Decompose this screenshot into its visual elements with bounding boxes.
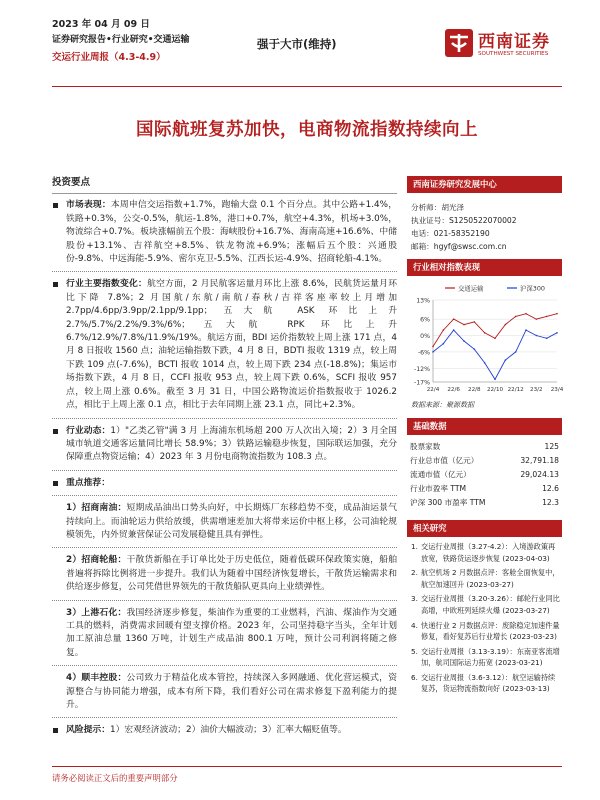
chart-source: 数据来源：聚源数据 <box>411 401 474 409</box>
basic-data <box>407 418 562 510</box>
recommend-item-2 <box>52 554 397 594</box>
basic-data-value: 32,791.18 <box>520 455 559 465</box>
related-item-number: 4. <box>411 620 418 630</box>
series-point <box>443 343 445 345</box>
x-tick-label: 22/6 <box>447 387 460 393</box>
risk-label: 风险提示： <box>66 725 110 736</box>
series-point <box>546 337 548 339</box>
series-point <box>515 316 517 318</box>
x-tick-label: 23/2 <box>530 387 543 393</box>
news-text: 1）"乙类乙管"满 3 月 上海浦东机场超 200 万人次出入境；2）3 月全国城市轨道交通客运量同比增长 58.9%；3）铁路运输稳步恢复，国际联运加强，充分保障重点物资运输；4）2023 年 3 月份电商物流指数为 108.3 点。 <box>66 425 397 463</box>
series-point <box>505 324 507 326</box>
related-item[interactable] <box>411 593 560 616</box>
paragraph-divider <box>52 665 397 666</box>
sidebar <box>407 176 562 698</box>
data-text: 航空方面，2 月民航客运量月环比上涨 8.6%，民航货运量月环比下降 7.8%；2 月国航/东航/南航/春秋/吉祥客座率较上月增加 2.7pp/4.6pp/3.9pp/2.1pp/9.1pp；五大航 ASK 环比上升 2.7%/5.7%/2.2%/9.3%/6%；五大航 RPK 环比上升 6.7%/12.9%/7.8%/11.9%/19%。航运方面，BDI 运价指数较上周上涨 171 点，4 月 8 日报收 1560 点；油轮运输指数下跌，4 月 8 日，BDTI 报收 1319 点，较上周下跌 109 点(-7.6%)，BCTI 报收 1014 点，较上周下跌 234 点(-18.8%)；集运市场指数下跌，4 月 8 日，CCFI 报收 953 点，较上周下跌 0.6%，SCFI 报收 957 点，较上周上涨 0.6%。截至 3 月 31 日，中国公路物流运价指数报收于 1026.2 点，相比于上周上涨 0.1 点，相比于去年同期上涨 23.1 点，同比+2.3%。 <box>66 279 397 411</box>
series-point <box>536 335 538 337</box>
series-point <box>484 332 486 334</box>
basic-data-key: 流通市值（亿元） <box>410 469 471 479</box>
x-tick-label: 22/12 <box>507 387 524 393</box>
related-item[interactable] <box>411 620 560 643</box>
bullet-square-icon <box>53 481 58 486</box>
logo-text-cn: 西南证券 <box>478 32 550 52</box>
market-label: 市场表现： <box>66 200 111 211</box>
y-tick-label: -17% <box>414 379 430 387</box>
investment-heading: 投资要点 <box>52 176 397 194</box>
recommend-label: 重点推荐： <box>66 477 110 488</box>
recommend-item-text: 短期成品油出口势头向好，中长期炼厂东移趋势不变，成品油运景气持续向上。而油轮运力供给放缓，供需增速差加大将带来运价中枢上移，公司油轮规模领先，内外贸兼营保证公司发展稳健且具有弹性。 <box>66 503 397 540</box>
x-tick-label: 22/10 <box>486 387 504 393</box>
legend-label: 沪深300 <box>520 284 545 293</box>
recommend-item-label: 4）顺丰控股： <box>66 673 127 684</box>
news-paragraph <box>52 425 397 465</box>
related-item-text: 交运行业周报（3.13-3.19）：东南亚客流增加，航司国际运力拓宽 (2023-03-21) <box>421 646 560 668</box>
x-tick-label: 22/8 <box>468 387 481 393</box>
analyst-name: 分析师：胡光泽 <box>411 203 465 212</box>
bullet-square-icon <box>53 203 58 208</box>
bullet-square-icon <box>53 429 58 434</box>
related-item-number: 3. <box>411 594 418 604</box>
report-date: 2023 年 04 月 09 日 <box>52 19 150 30</box>
paragraph-divider <box>52 271 397 272</box>
basic-data-row <box>407 453 562 467</box>
related-item-number: 1. <box>411 541 418 551</box>
series-point <box>443 329 445 331</box>
basic-data-row <box>407 482 562 496</box>
footer-divider <box>52 766 562 767</box>
recommend-item-label: 3）上港石化： <box>66 607 127 618</box>
report-type: 证券研究报告•行业研究•交通运输 <box>52 35 190 45</box>
x-tick-label: 23/4 <box>550 387 564 393</box>
related-item-text: 快递行业 2 月数据点评：废除稳定加速件量修复，看好复苏后行业增长 (2023-03-23) <box>421 620 560 642</box>
basic-data-key: 行业总市值（亿元） <box>410 455 479 465</box>
bullet-square-icon <box>53 728 58 733</box>
data-label: 行业主要指数变化： <box>66 279 148 290</box>
x-tick-label: 22/4 <box>426 387 440 393</box>
paragraph-divider <box>52 470 397 471</box>
related-item-text: 航空机场 2 月数据点评：客舱全面恢复中，航空加速回升 (2023-03-27) <box>421 568 560 589</box>
y-tick-label: 0% <box>420 333 430 341</box>
recommend-item-label: 1）招商南油： <box>66 503 127 514</box>
series-point <box>453 318 455 320</box>
related-item-text: 交运行业周报（3.20-3.26）：邮轮行业同比高增，中欧班列延续火爆 (2023-03-27) <box>421 594 560 615</box>
series-point <box>525 329 527 331</box>
report-title: 国际航班复苏加快，电商物流指数持续向上 <box>136 120 478 140</box>
risk-text: 1）宏观经济波动；2）油价大幅波动；3）汇率大幅贬值等。 <box>110 725 347 736</box>
basic-data-value: 12.3 <box>542 498 559 508</box>
related-item[interactable] <box>411 541 560 564</box>
line-chart <box>407 280 562 398</box>
related-heading: 相关研究 <box>407 520 562 537</box>
series-point <box>453 329 455 331</box>
risk-paragraph <box>52 724 397 737</box>
related-item[interactable] <box>411 567 560 590</box>
basic-data-value: 125 <box>544 441 559 451</box>
related-item-number: 2. <box>411 568 418 578</box>
company-logo <box>444 24 562 72</box>
series-point <box>484 362 486 364</box>
logo-text-en: SOUTHWEST SECURITIES <box>478 51 549 57</box>
basic-data-key: 股票家数 <box>410 441 441 451</box>
legend-label: 交通运输 <box>458 284 484 293</box>
paragraph-divider <box>52 600 397 601</box>
paragraph-divider <box>52 547 397 548</box>
recommend-item-label: 2）招商轮船： <box>66 555 127 566</box>
series-point <box>556 313 558 315</box>
recommend-item-text: 我国经济逐步修复，柴油作为重要的工业燃料，汽油、煤油作为交通工具的燃料，消费需求回暖有望支撑价格。2023 年，公司坚持稳字当头，全年计划加工原油总量 1360 万吨，计划生产成品油 800.1 万吨，预计公司利润将随之修复。 <box>66 607 397 658</box>
recommend-item-1 <box>52 502 397 542</box>
y-tick-label: -6% <box>417 349 430 357</box>
series-line-1 <box>433 314 557 347</box>
recommend-heading <box>52 477 397 490</box>
recommend-item-text: 公司致力于精益化成本管控，持续深入多网融通、优化营运模式，资源整合与协同能力增强，成本有所下降，我们看好公司在需求修复下盈利能力的提升。 <box>66 673 397 710</box>
basic-data-row <box>407 496 562 510</box>
investment-highlights <box>52 176 397 756</box>
paragraph-divider <box>52 418 397 419</box>
header-divider <box>52 86 562 87</box>
basic-data-row <box>407 467 562 481</box>
y-tick-label: 13% <box>416 297 430 305</box>
series-point <box>525 313 527 315</box>
series-point <box>494 378 496 380</box>
market-text: 本周申信交运指数+1.7%，跑输大盘 0.1 个百分点。其中公路+1.4%，铁路+0.3%，公交-0.5%，航运-1.8%，港口+0.7%，航空+4.3%，机场+3.0%，物流综合+0.7%。板块涨幅前五个股：海峡股份+16.7%、海南高速+16.6%、中储股份+13.1%、吉祥航空+8.5%、铁龙物流+6.9%；涨幅后五个股：兴通股份-9.8%、中远海能-5.9%、密尔克卫-5.5%、江西长运-4.9%、招商轮船-4.1%。 <box>66 200 397 265</box>
analyst-info <box>407 193 562 259</box>
related-item[interactable] <box>411 672 560 695</box>
paragraph-divider <box>52 717 397 718</box>
report-weekly: 交运行业周报（4.3-4.9） <box>52 52 166 63</box>
series-point <box>494 337 496 339</box>
series-point <box>463 340 465 342</box>
related-item-text: 交运行业周报（3.6-3.12）：航空运输持续复苏，货运物流指数向好 (2023-03-13) <box>421 672 556 694</box>
basic-data-value: 12.6 <box>542 484 559 494</box>
series-point <box>432 346 434 348</box>
series-point <box>515 351 517 353</box>
related-item-number: 6. <box>411 672 418 682</box>
related-research <box>407 520 562 695</box>
series-point <box>546 316 548 318</box>
series-point <box>536 318 538 320</box>
series-point <box>432 351 434 353</box>
news-label: 行业动态： <box>66 425 111 436</box>
basic-data-table <box>407 439 562 510</box>
y-tick-label: 6% <box>420 316 430 324</box>
series-point <box>474 321 476 323</box>
analyst-phone: 电话：021-58352190 <box>411 229 490 238</box>
data-paragraph <box>52 278 397 412</box>
related-item-text: 交运行业周报（3.27-4.2）：入境游政策再放宽，铁路货运逐步恢复 (2023-04-03) <box>421 541 556 563</box>
related-item-number: 5. <box>411 646 418 656</box>
analyst-email[interactable]: 邮箱：hgyf@swsc.com.cn <box>411 242 507 251</box>
analyst-heading: 西南证券研究发展中心 <box>407 176 562 193</box>
series-point <box>474 348 476 350</box>
related-item[interactable] <box>411 646 560 669</box>
series-point <box>505 359 507 361</box>
report-header <box>52 16 562 86</box>
y-tick-label: -12% <box>414 365 430 373</box>
chart-heading: 行业相对指数表现 <box>407 259 562 276</box>
market-paragraph <box>52 199 397 266</box>
basic-data-key: 沪深 300 市盈率 TTM <box>410 498 486 508</box>
footer-disclaimer: 请务必阅读正文后的重要声明部分 <box>52 773 178 783</box>
series-point <box>463 324 465 326</box>
paragraph-divider <box>52 495 397 496</box>
recommend-item-text: 干散货新船在手订单比处于历史低位，随着低碳环保政策实施，船舶普遍将拆除比例将进一步提升。我们认为随着中国经济恢复增长，干散货运输需求和供给逐步修复，公司凭借世界领先的干散货船队更具向上业绩弹性。 <box>66 555 397 593</box>
related-list <box>407 537 562 695</box>
basic-heading: 基础数据 <box>407 418 562 435</box>
recommend-item-4 <box>52 672 397 712</box>
recommend-item-3 <box>52 607 397 661</box>
series-point <box>556 332 558 334</box>
basic-data-key: 行业市盈率 TTM <box>410 484 467 494</box>
basic-data-value: 29,024.13 <box>520 469 559 479</box>
industry-rating: 强于大市(维持) <box>257 37 337 51</box>
bullet-square-icon <box>53 282 58 287</box>
analyst-cert: 执业证号：S1250522070002 <box>411 216 517 225</box>
relative-index-chart <box>407 280 562 398</box>
logo-mark-icon <box>444 28 474 58</box>
basic-data-row <box>407 439 562 453</box>
